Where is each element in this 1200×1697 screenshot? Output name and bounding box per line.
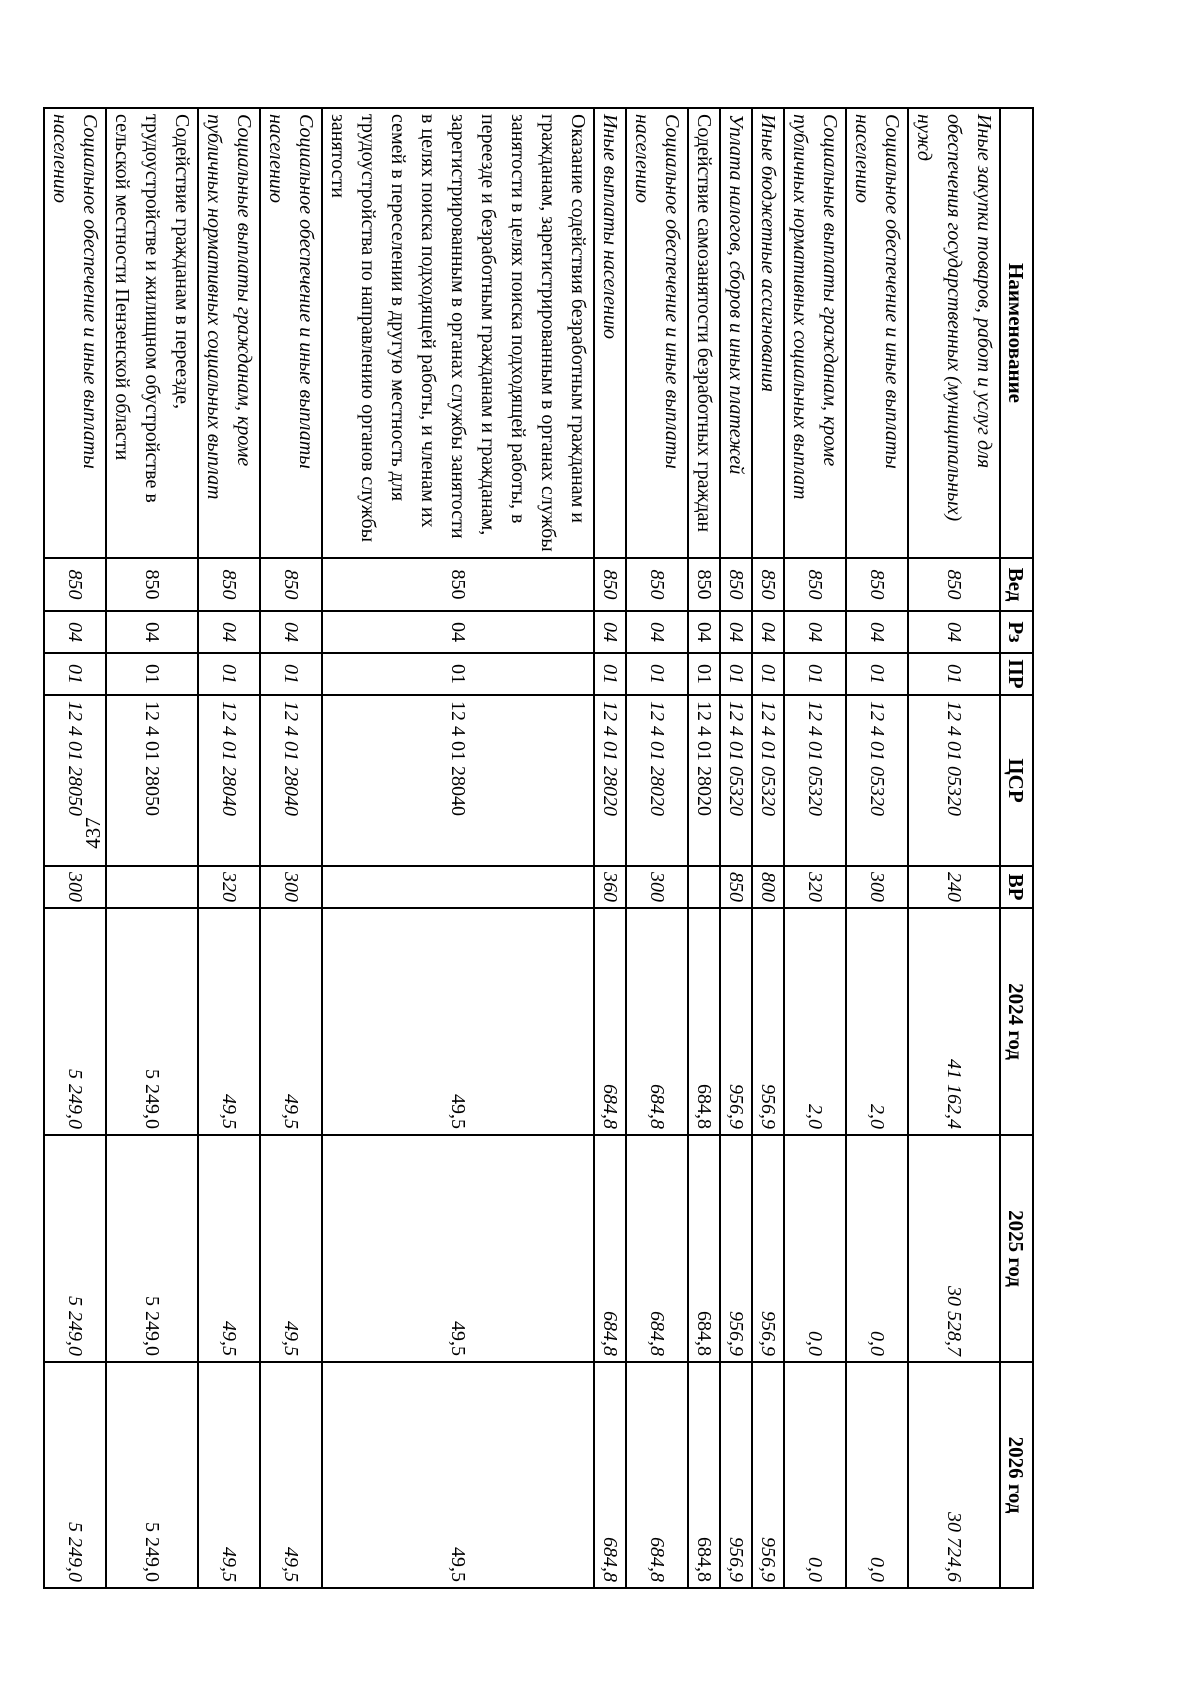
row-pr: 01 — [752, 653, 784, 695]
header-vr: ВР — [1000, 866, 1033, 908]
row-2024: 684,8 — [594, 908, 626, 1135]
row-2025: 956,9 — [752, 1135, 784, 1362]
row-rz: 04 — [106, 611, 198, 653]
row-name: Социальное обеспечение и иные выплаты населению — [846, 108, 908, 558]
row-rz: 04 — [846, 611, 908, 653]
row-2026: 5 249,0 — [44, 1362, 106, 1588]
row-ved: 850 — [688, 558, 720, 611]
row-pr: 01 — [106, 653, 198, 695]
row-rz: 04 — [322, 611, 594, 653]
row-2026: 49,5 — [322, 1362, 594, 1588]
row-csr: 12 4 01 05320 — [720, 695, 752, 866]
budget-table — [43, 107, 1034, 1589]
row-name: Оказание содействия безработным гражданам и гражданам, зарегистрированным в органах службы занятости в целях поиска подходящей работы, в переезде и безработным гражданам и гражданам, зарегистрированным в органах службы занятости в целях поиска подходящей работы, и членам их семей в переселении в другую местность для трудоустройства по направлению органов службы занятости — [322, 108, 594, 558]
row-2025: 49,5 — [198, 1135, 260, 1362]
row-2026: 684,8 — [626, 1362, 688, 1588]
row-2024: 41 162,4 — [908, 908, 1000, 1135]
row-ved: 850 — [908, 558, 1000, 611]
row-2025: 684,8 — [688, 1135, 720, 1362]
row-pr: 01 — [594, 653, 626, 695]
row-2024: 956,9 — [720, 908, 752, 1135]
table-header-row — [1000, 108, 1033, 1588]
row-2026: 956,9 — [720, 1362, 752, 1588]
row-name: Социальные выплаты гражданам, кроме публичных нормативных социальных выплат — [784, 108, 846, 558]
row-csr: 12 4 01 28020 — [688, 695, 720, 866]
table-row — [594, 108, 626, 1588]
row-name: Социальное обеспечение и иные выплаты населению — [44, 108, 106, 558]
row-vr: 320 — [198, 866, 260, 908]
row-rz: 04 — [908, 611, 1000, 653]
table-row — [44, 108, 106, 1588]
row-vr — [106, 866, 198, 908]
row-name: Иные закупки товаров, работ и услуг для обеспечения государственных (муниципальных) нужд — [908, 108, 1000, 558]
row-csr: 12 4 01 28020 — [594, 695, 626, 866]
row-rz: 04 — [594, 611, 626, 653]
header-csr: ЦСР — [1000, 695, 1033, 866]
header-2024: 2024 год — [1000, 908, 1033, 1135]
row-csr: 12 4 01 05320 — [752, 695, 784, 866]
row-csr: 12 4 01 28040 — [198, 695, 260, 866]
row-2025: 684,8 — [626, 1135, 688, 1362]
row-2024: 49,5 — [260, 908, 322, 1135]
header-2025: 2025 год — [1000, 1135, 1033, 1362]
row-vr: 300 — [44, 866, 106, 908]
row-2025: 5 249,0 — [44, 1135, 106, 1362]
row-ved: 850 — [752, 558, 784, 611]
row-rz: 04 — [44, 611, 106, 653]
row-csr: 12 4 01 05320 — [784, 695, 846, 866]
row-vr: 300 — [846, 866, 908, 908]
row-name: Социальное обеспечение и иные выплаты населению — [626, 108, 688, 558]
row-rz: 04 — [260, 611, 322, 653]
row-name: Иные выплаты населению — [594, 108, 626, 558]
row-vr: 360 — [594, 866, 626, 908]
row-name: Социальные выплаты гражданам, кроме публичных нормативных социальных выплат — [198, 108, 260, 558]
row-pr: 01 — [908, 653, 1000, 695]
row-pr: 01 — [322, 653, 594, 695]
row-vr: 850 — [720, 866, 752, 908]
row-2024: 49,5 — [322, 908, 594, 1135]
header-pr: ПР — [1000, 653, 1033, 695]
row-2026: 5 249,0 — [106, 1362, 198, 1588]
row-ved: 850 — [106, 558, 198, 611]
row-name: Содействие гражданам в переезде, трудоустройстве и жилищном обустройстве в сельской местности Пензенской области — [106, 108, 198, 558]
table-row — [720, 108, 752, 1588]
table-row — [626, 108, 688, 1588]
row-pr: 01 — [720, 653, 752, 695]
table-row — [908, 108, 1000, 1588]
row-vr: 300 — [260, 866, 322, 908]
row-2024: 5 249,0 — [106, 908, 198, 1135]
row-2026: 49,5 — [198, 1362, 260, 1588]
row-pr: 01 — [198, 653, 260, 695]
row-vr: 300 — [626, 866, 688, 908]
row-name: Содействие самозанятости безработных граждан — [688, 108, 720, 558]
header-name: Наименование — [1000, 108, 1033, 558]
header-rz: Рз — [1000, 611, 1033, 653]
row-2026: 0,0 — [784, 1362, 846, 1588]
row-vr: 240 — [908, 866, 1000, 908]
row-ved: 850 — [44, 558, 106, 611]
row-ved: 850 — [260, 558, 322, 611]
row-ved: 850 — [626, 558, 688, 611]
row-csr: 12 4 01 05320 — [846, 695, 908, 866]
row-2025: 684,8 — [594, 1135, 626, 1362]
row-pr: 01 — [846, 653, 908, 695]
row-2024: 956,9 — [752, 908, 784, 1135]
row-2026: 684,8 — [594, 1362, 626, 1588]
row-rz: 04 — [720, 611, 752, 653]
row-name: Уплата налогов, сборов и иных платежей — [720, 108, 752, 558]
table-row — [198, 108, 260, 1588]
header-2026: 2026 год — [1000, 1362, 1033, 1588]
row-pr: 01 — [260, 653, 322, 695]
row-vr: 800 — [752, 866, 784, 908]
row-2026: 684,8 — [688, 1362, 720, 1588]
row-vr — [688, 866, 720, 908]
row-2024: 5 249,0 — [44, 908, 106, 1135]
header-ved: Вед — [1000, 558, 1033, 611]
row-csr: 12 4 01 28020 — [626, 695, 688, 866]
table-row — [846, 108, 908, 1588]
row-2026: 49,5 — [260, 1362, 322, 1588]
row-2026: 956,9 — [752, 1362, 784, 1588]
row-pr: 01 — [626, 653, 688, 695]
row-vr: 320 — [784, 866, 846, 908]
row-ved: 850 — [720, 558, 752, 611]
row-rz: 04 — [784, 611, 846, 653]
table-row — [322, 108, 594, 1588]
row-csr: 12 4 01 28040 — [322, 695, 594, 866]
row-2025: 5 249,0 — [106, 1135, 198, 1362]
row-2024: 2,0 — [784, 908, 846, 1135]
row-csr: 12 4 01 28040 — [260, 695, 322, 866]
row-2024: 2,0 — [846, 908, 908, 1135]
table-row — [784, 108, 846, 1588]
row-ved: 850 — [846, 558, 908, 611]
row-2025: 0,0 — [784, 1135, 846, 1362]
row-ved: 850 — [198, 558, 260, 611]
row-2026: 0,0 — [846, 1362, 908, 1588]
row-2026: 30 724,6 — [908, 1362, 1000, 1588]
row-rz: 04 — [626, 611, 688, 653]
row-name: Иные бюджетные ассигнования — [752, 108, 784, 558]
row-csr: 12 4 01 28050 — [106, 695, 198, 866]
row-pr: 01 — [784, 653, 846, 695]
page-number: 437 — [81, 817, 105, 849]
row-2024: 49,5 — [198, 908, 260, 1135]
table-row — [752, 108, 784, 1588]
row-2025: 49,5 — [322, 1135, 594, 1362]
table-row — [688, 108, 720, 1588]
row-2024: 684,8 — [626, 908, 688, 1135]
row-pr: 01 — [688, 653, 720, 695]
row-pr: 01 — [44, 653, 106, 695]
row-vr — [322, 866, 594, 908]
row-ved: 850 — [784, 558, 846, 611]
row-rz: 04 — [752, 611, 784, 653]
row-ved: 850 — [594, 558, 626, 611]
table-row — [260, 108, 322, 1588]
row-rz: 04 — [688, 611, 720, 653]
row-2024: 684,8 — [688, 908, 720, 1135]
row-csr: 12 4 01 28050 — [44, 695, 106, 866]
row-2025: 0,0 — [846, 1135, 908, 1362]
row-rz: 04 — [198, 611, 260, 653]
row-name: Социальное обеспечение и иные выплаты населению — [260, 108, 322, 558]
row-csr: 12 4 01 05320 — [908, 695, 1000, 866]
row-2025: 30 528,7 — [908, 1135, 1000, 1362]
row-2025: 956,9 — [720, 1135, 752, 1362]
row-ved: 850 — [322, 558, 594, 611]
row-2025: 49,5 — [260, 1135, 322, 1362]
table-row — [106, 108, 198, 1588]
